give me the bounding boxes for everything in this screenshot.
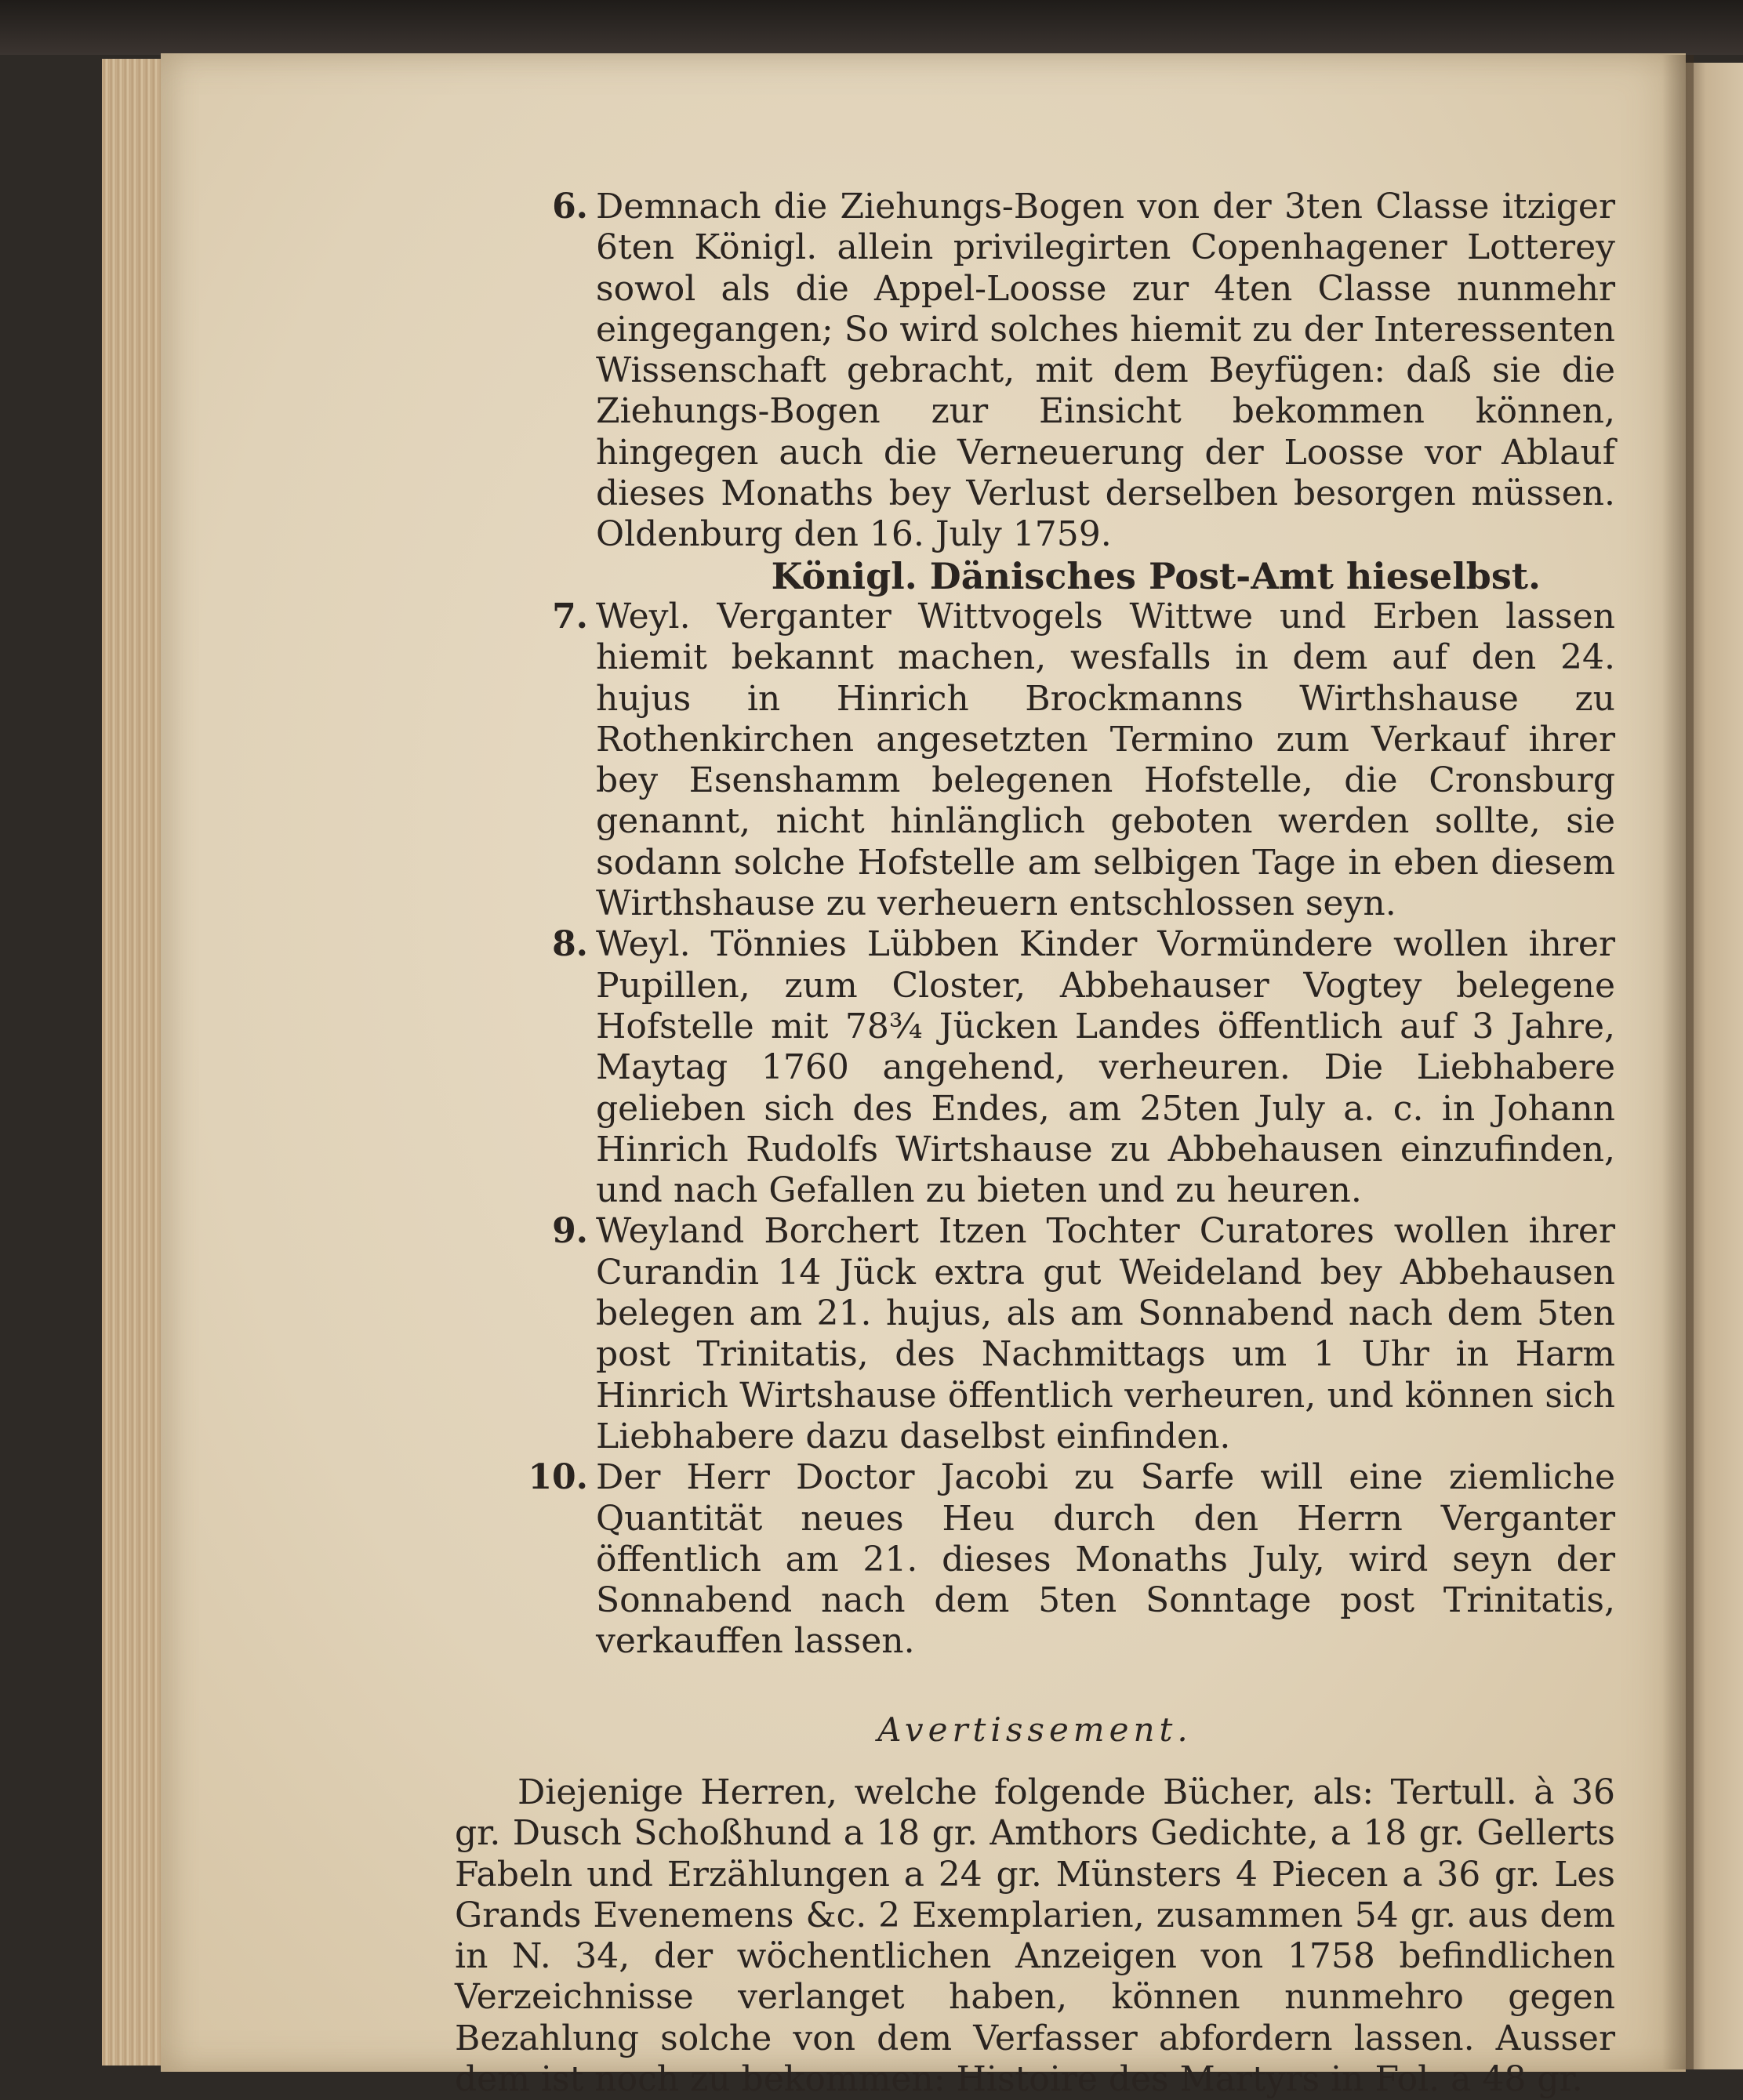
page-text — [455, 187, 1615, 2100]
notice-text: Demnach die Ziehungs-Bogen von der 3ten Classe itziger 6ten Königl. allein privilegirten Copenhagener Lotterey sowol als die Appel-Loosse zur 4ten Classe nunmehr eingegangen; So wird solches hiemit zu der Interessenten Wissenschaft gebracht, mit dem Beyfügen: daß sie die Ziehungs-Bogen zur Einsicht bekommen können, hingegen auch die Verneuerung der Loosse vor Ablauf dieses Monaths bey Verlust derselben besorgen müssen. Oldenburg den 16. July 1759. — [596, 187, 1615, 555]
avertissement-text: Diejenige Herren, welche folgende Bücher, als: Tertull. à 36 gr. Dusch Schoßhund a 18 gr. Amthors Gedichte, a 18 gr. Gellerts Fabeln und Erzählungen a 24 gr. Münsters 4 Piecen a 36 gr. Les Grands Evenemens &c. 2 Exemplarien, zusammen 54 gr. aus dem in N. 34, der wöchentlichen Anzeigen von 1758 befindlichen Verzeichnisse verlanget haben, können nunmehro gegen Bezahlung solche von dem Verfasser abfordern lassen. Ausser dem ist noch zu bekommen: Histoire des Martyrs in Fol. a 48 gr. — [455, 1772, 1615, 2100]
gutter-shadow — [1662, 55, 1694, 2069]
notice-number: 9. — [552, 1211, 588, 1252]
notice-8 — [455, 924, 1615, 1211]
notice-text: Weyl. Tönnies Lübben Kinder Vormündere wollen ihrer Pupillen, zum Closter, Abbehauser Vogtey belegene Hofstelle mit 78¾ Jücken Landes öffentlich auf 3 Jahre, Maytag 1760 angehend, verheuren. Die Liebhabere gelieben sich des Endes, am 25ten July a. c. in Johann Hinrich Rudolfs Wirtshause zu Abbehausen einzufinden, und nach Gefallen zu bieten und zu heuren. — [596, 924, 1615, 1211]
notice-signature: Königl. Dänisches Post-Amt hieselbst. — [771, 554, 1541, 597]
notice-text: Weyland Borchert Itzen Tochter Curatores wollen ihrer Curandin 14 Jück extra gut Weideland bey Abbehausen belegen am 21. hujus, als am Sonnabend nach dem 5ten post Trinitatis, des Nachmittags um 1 Uhr in Harm Hinrich Wirtshause öffentlich verheuren, und können sich Liebhabere dazu daselbst einfinden. — [596, 1211, 1615, 1456]
notice-number: 7. — [552, 596, 588, 637]
notice-number: 6. — [552, 187, 588, 227]
notice-number: 10. — [528, 1457, 588, 1498]
book-page-edges — [102, 59, 166, 2066]
notice-text: Der Herr Doctor Jacobi zu Sarfe will eine ziemliche Quantität neues Heu durch den Herrn Verganter öffentlich am 21. dieses Monaths July, wird seyn der Sonnabend nach dem 5ten Sonntage post Trinitatis, verkauffen lassen. — [596, 1457, 1615, 1662]
notice-text: Weyl. Verganter Wittvogels Wittwe und Erben lassen hiemit bekannt machen, wesfalls in dem auf den 24. hujus in Hinrich Brockmanns Wirthshause zu Rothenkirchen angesetzten Termino zum Verkauf ihrer bey Esenshamm belegenen Hofstelle, die Cronsburg genannt, nicht hinlänglich geboten werden sollte, sie sodann solche Hofstelle am selbigen Tage in eben diesem Wirthshause zu verheuern entschlossen seyn. — [596, 596, 1615, 924]
notice-10 — [455, 1457, 1615, 1662]
notice-7 — [455, 597, 1615, 924]
avertissement-heading: Avertissement. — [877, 1710, 1193, 1749]
notice-6 — [455, 187, 1615, 597]
notice-9 — [455, 1211, 1615, 1457]
facing-page-edge — [1686, 63, 1743, 2069]
notice-number: 8. — [552, 924, 588, 965]
scan-background — [0, 0, 1743, 55]
